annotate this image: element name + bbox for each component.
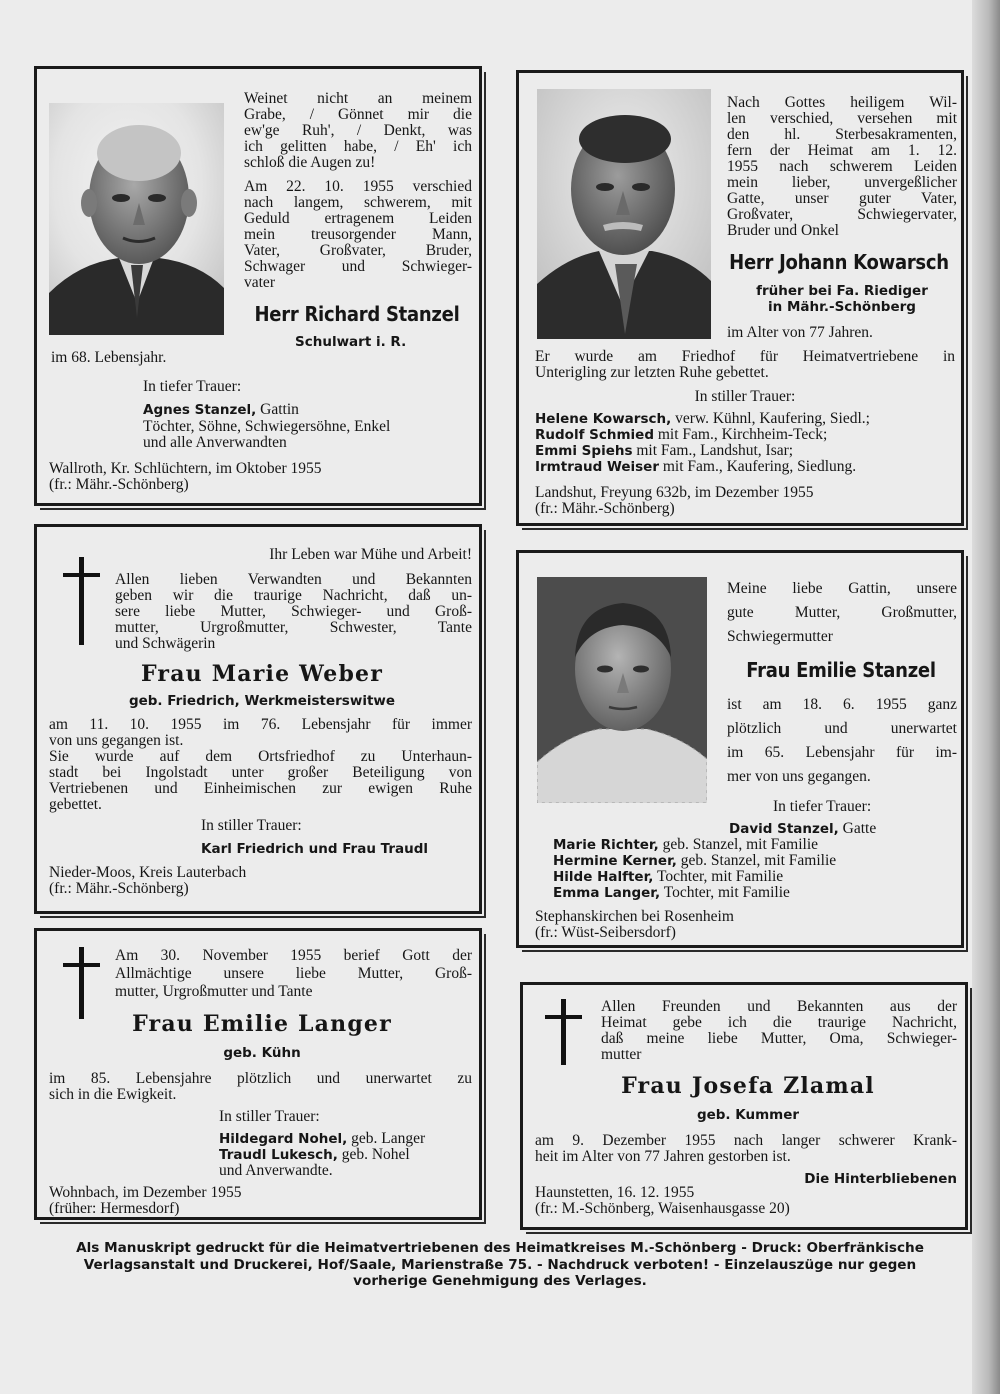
mourner-list [535,411,870,475]
imprint-line-2: Verlagsanstalt und Druckerei, Hof/Saale, Marienstraße 75. - Nachdruck verboten! - Einzelauszüge nur gegen [83,1256,917,1273]
deceased-name: Herr Johann Kowarsch [729,250,949,274]
mourner-detail: mit Fam., Kirchheim-Teck; [657,426,828,443]
intro-text [244,179,472,291]
intro-line-5: 1955 nach schwerem Leiden [727,158,957,175]
verse-line-3: ew'ge Ruh', / Denkt, was [244,122,472,139]
deceased-title: Schulwart i. R. [295,334,407,350]
obituary-josefa-zlamal [520,982,968,1230]
place-line-2: (fr.: Mähr.-Schönberg) [49,476,189,493]
cross-icon [545,999,582,1065]
verse-line-4: ich gelitten habe, / Eh' ich [244,138,472,155]
place-line-1: Haunstetten, 16. 12. 1955 [535,1184,695,1201]
body-line-1: ist am 18. 6. 1955 ganz [727,696,957,713]
intro-line-1: Meine liebe Gattin, unsere [727,580,957,597]
mourner-first-line [729,821,876,837]
cross-icon [63,557,100,645]
intro-line-5: und Schwägerin [115,635,216,652]
body-line-2: sich in die Ewigkeit. [49,1086,177,1103]
cross-icon [63,947,100,1019]
family-line-1: Töchter, Söhne, Schwiegersöhne, Enkel [143,418,391,435]
mourner-line [143,402,299,418]
intro-line-3: daß meine liebe Mutter, Oma, Schwieger- [601,1030,957,1047]
mourner-line [535,411,870,427]
mourner-line [535,443,870,459]
obituary-emilie-stanzel [516,550,964,948]
mourner-detail: geb. Stanzel, mit Familie [680,852,837,869]
deceased-name: Frau Emilie Stanzel [746,658,936,682]
verse-line-5: schloß die Augen zu! [244,154,376,171]
body-line-1: im 85. Lebensjahre plötzlich und unerwartet zu [49,1070,472,1087]
intro-line-6: mein lieber, unvergeßlicher [727,174,957,191]
body-text [49,717,472,813]
mourner-name: Agnes Stanzel, [143,402,257,418]
intro-line-1: Allen lieben Verwandten und Bekannten [115,571,472,588]
mourning-heading: In tiefer Trauer: [773,798,872,815]
place-line-1: Nieder-Moos, Kreis Lauterbach [49,864,247,881]
intro-line-6: Schwager und Schwieger- [244,258,472,275]
mourner-detail: geb. Langer [351,1130,426,1147]
mourner-line [553,853,836,869]
body-text [535,1133,957,1165]
intro-line-4: fern der Heimat am 1. 12. [727,142,957,159]
mourner-name: Emma Langer, [553,885,661,901]
intro-line-4: mutter [601,1046,642,1063]
mourner-detail: mit Fam., Kaufering, Siedlung. [662,458,857,475]
place-line-2: (früher: Hermesdorf) [49,1200,180,1217]
intro-line-1: Am 22. 10. 1955 verschied [244,178,472,195]
body-line-3: Sie wurde auf dem Ortsfriedhof zu Unterhaun- [49,748,472,765]
deceased-name: Frau Emilie Langer [132,1011,392,1037]
intro-text [601,999,957,1063]
intro-text [727,95,957,239]
verse-line-2: Grabe, / Gönnet mir die [244,106,472,123]
intro-line-3: Geduld ertragenem Leiden [244,210,472,227]
intro-line-3: mutter, Urgroßmutter und Tante [115,983,313,1000]
body-line-4: stadt bei Ingolstadt unter großer Beteiligung von [49,764,472,781]
body-line-2: von uns gegangen ist. [49,732,184,749]
body-line-6: gebettet. [49,796,102,813]
body-line-5: Vertriebenen und Einheimischen zur ewigen Ruhe [49,780,472,797]
burial-text [535,349,955,381]
deceased-name: Herr Richard Stanzel [254,302,460,326]
intro-line-3: den hl. Sterbesakramenten, [727,126,957,143]
mourner-line [219,1131,425,1147]
intro-line-4: mein treusorgender Mann, [244,226,472,243]
place-line-2: (fr.: Wüst-Seibersdorf) [535,924,676,941]
intro-line-2: Heimat gebe ich die traurige Nachricht, [601,1014,957,1031]
portrait-photo-richard-stanzel [49,103,224,335]
mourning-heading: In stiller Trauer: [219,1108,320,1125]
intro-line-7: Gatte, unser guter Vater, [727,190,957,207]
intro-line-8: Großvater, Schwiegervater, [727,206,957,223]
mourner-name: Hermine Kerner, [553,853,677,869]
former-employer-1: früher bei Fa. Riediger [756,283,928,299]
mourner-name: Hildegard Nohel, [219,1131,348,1147]
intro-line-3: sere liebe Mutter, Schwieger- und Groß- [115,603,472,620]
age-text: im 68. Lebensjahr. [51,349,167,366]
obituary-emilie-langer [34,928,482,1220]
body-line-2: heit im Alter von 77 Jahren gestorben ist. [535,1148,791,1165]
signed-by: Die Hinterbliebenen [804,1171,957,1187]
intro-line-2: nach langem, schwerem, mit [244,194,472,211]
intro-line-2: gute Mutter, Großmutter, [727,604,957,621]
born-name: geb. Kühn [223,1045,301,1061]
place-line-2: (fr.: Mähr.-Schönberg) [49,880,189,897]
portrait-photo-johann-kowarsch [537,89,711,339]
intro-line-1: Am 30. November 1955 berief Gott der [115,947,472,964]
intro-text [115,947,472,1001]
mourner-relation: Gatte [842,820,877,837]
mourner-name: Marie Richter, [553,837,659,853]
body-line-4: mer von uns gegangen. [727,768,871,785]
mourner-name: Traudl Lukesch, [219,1147,338,1163]
mourner-detail: Tochter, mit Familie [663,884,790,901]
body-line-1: am 11. 10. 1955 im 76. Lebensjahr für immer [49,716,472,733]
intro-line-9: Bruder und Onkel [727,222,839,239]
place-line-2: (fr.: M.-Schönberg, Waisenhausgasse 20) [535,1200,790,1217]
mourner-names: Karl Friedrich und Frau Traudl [201,841,429,857]
deceased-name: Frau Marie Weber [140,661,384,687]
obituary-richard-stanzel [34,66,482,506]
intro-line-2: geben wir die traurige Nachricht, daß un- [115,587,472,604]
place-line-1: Stephanskirchen bei Rosenheim [535,908,734,925]
verse-line [244,91,472,171]
imprint-footer [30,1240,970,1290]
mourner-detail: Tochter, mit Familie [657,868,784,885]
mourner-detail: verw. Kühnl, Kaufering, Siedl.; [675,410,870,427]
born-name: geb. Friedrich, Werkmeisterswitwe [128,693,396,709]
mourning-heading: In stiller Trauer: [694,388,796,405]
mourner-name: Rudolf Schmied [535,427,654,443]
intro-text [727,577,957,649]
mourner-line-end: und Anverwandte. [219,1162,333,1179]
mourner-name: Helene Kowarsch, [535,411,672,427]
mourner-detail: mit Fam., Landshut, Isar; [636,442,794,459]
mourner-line [553,885,836,901]
motto-text: Ihr Leben war Mühe und Arbeit! [269,546,472,563]
body-line-3: im 65. Lebensjahr für im- [727,744,957,761]
mourner-line [535,459,870,475]
burial-line-1: Er wurde am Friedhof für Heimatvertriebene in [535,348,955,365]
imprint-line-3: vorherige Genehmigung des Verlages. [353,1273,647,1289]
mourner-detail: geb. Stanzel, mit Familie [662,836,819,853]
verse-line-1: Weinet nicht an meinem [244,90,472,107]
mourning-heading: In tiefer Trauer: [143,378,242,395]
former-employer-2: in Mähr.-Schönberg [768,299,916,315]
place-line-1: Landshut, Freyung 632b, im Dezember 1955 [535,484,814,501]
place-line-1: Wohnbach, im Dezember 1955 [49,1184,242,1201]
body-text [727,693,957,789]
mourner-detail: geb. Nohel [341,1146,410,1163]
mourner-list [553,837,836,901]
intro-line-1: Nach Gottes heiligem Wil- [727,94,957,111]
mourner-relation: Gattin [260,401,299,418]
mourner-line [553,869,836,885]
obituary-johann-kowarsch [516,70,964,526]
mourner-list [219,1131,425,1179]
age-text: im Alter von 77 Jahren. [727,324,873,341]
mourner-name: David Stanzel, [729,821,839,837]
intro-line-5: Vater, Großvater, Bruder, [244,242,472,259]
mourner-line [553,837,836,853]
intro-text [115,572,472,652]
place-line-1: Wallroth, Kr. Schlüchtern, im Oktober 1955 [49,460,322,477]
born-name: geb. Kummer [696,1107,800,1123]
body-line-1: am 9. Dezember 1955 nach langer schwerer Krank- [535,1132,957,1149]
intro-line-7: vater [244,274,275,291]
body-line-2: plötzlich und unerwartet [727,720,957,737]
portrait-photo-emilie-stanzel [537,577,707,803]
body-text [49,1071,472,1103]
intro-line-2: len verschied, versehen mit [727,110,957,127]
intro-line-4: mutter, Urgroßmutter, Schwester, Tante [115,619,472,636]
mourner-line [535,427,870,443]
place-line-2: (fr.: Mähr.-Schönberg) [535,500,675,517]
family-line-2: und alle Anverwandten [143,434,287,451]
mourning-heading: In stiller Trauer: [201,817,302,834]
mourner-name: Emmi Spiehs [535,443,633,459]
deceased-name: Frau Josefa Zlamal [621,1073,875,1099]
mourner-line [219,1147,425,1163]
burial-line-2: Unterigling zur letzten Ruhe gebettet. [535,364,769,381]
obituary-marie-weber [34,524,482,914]
mourner-name: Hilde Halfter, [553,869,654,885]
intro-line-1: Allen Freunden und Bekannten aus der [601,998,957,1015]
imprint-line-1: Als Manuskript gedruckt für die Heimatvertriebenen des Heimatkreises M.-Schönberg - Druck: Oberfränkische [76,1240,924,1256]
mourner-name: Irmtraud Weiser [535,459,659,475]
intro-line-2: Allmächtige unsere liebe Mutter, Groß- [115,965,472,982]
page-edge-shadow [972,0,1000,1394]
intro-line-3: Schwiegermutter [727,628,833,645]
